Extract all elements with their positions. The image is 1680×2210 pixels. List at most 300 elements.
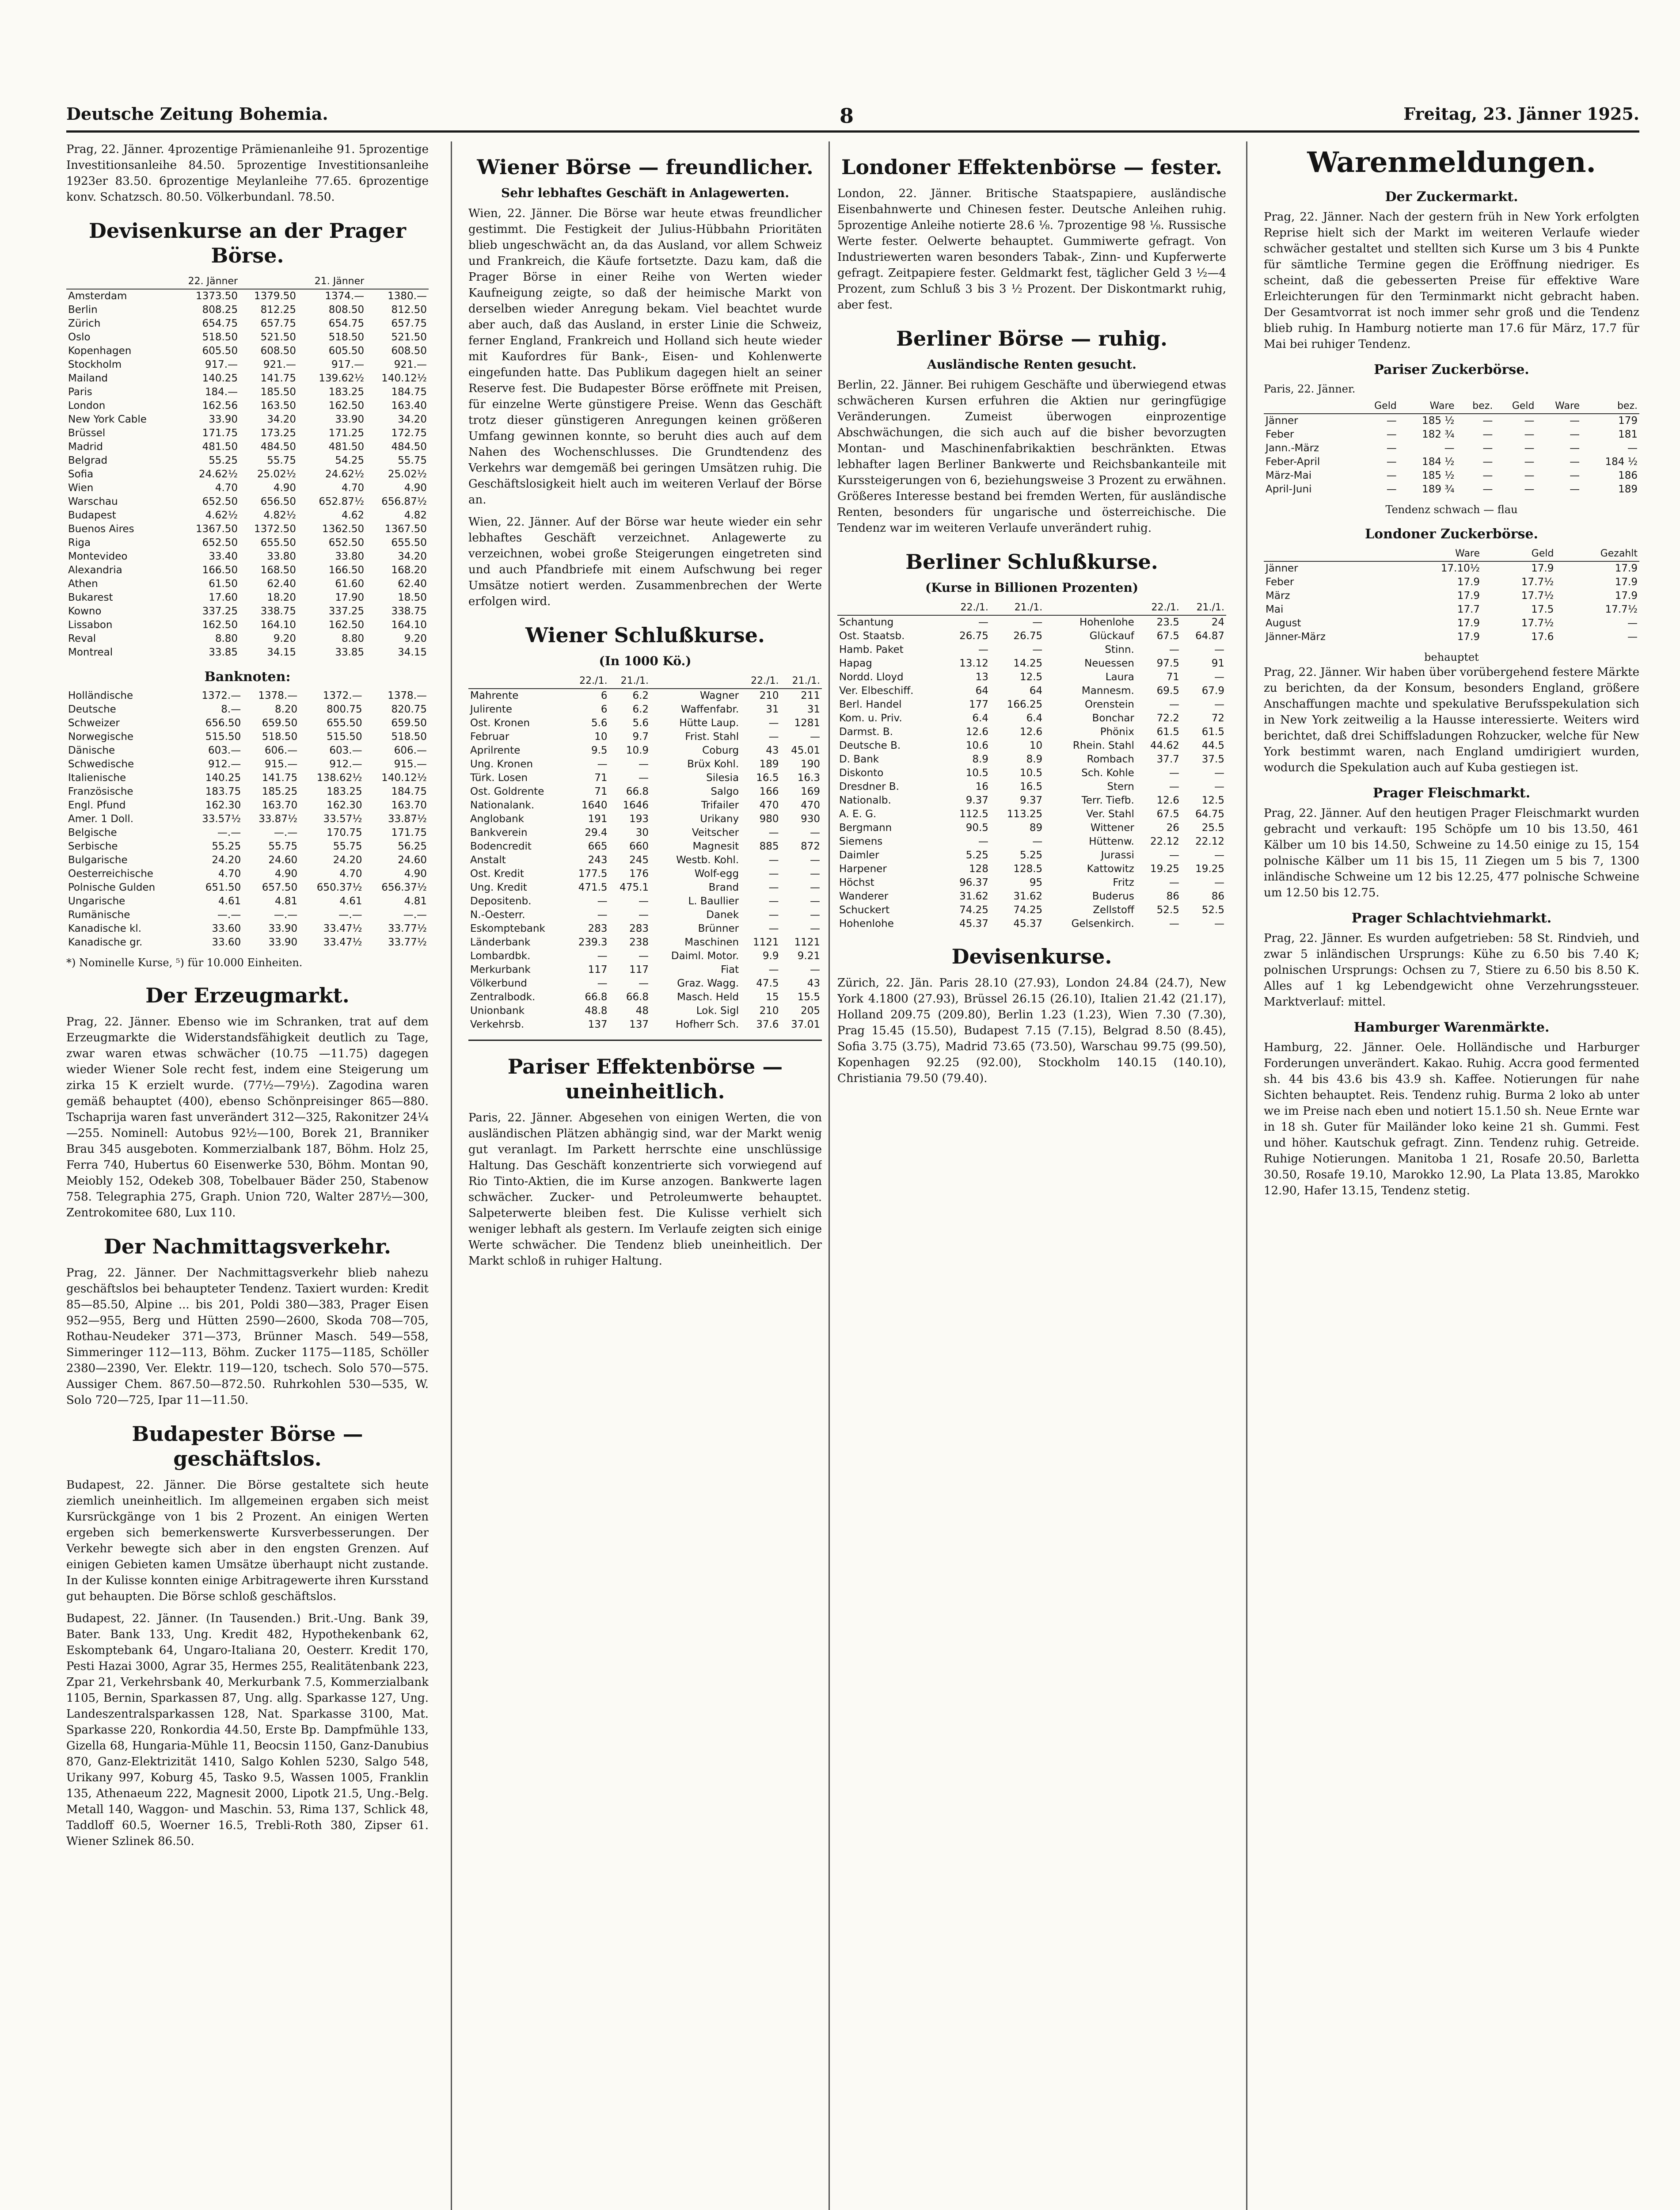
table-cell: 45.37 — [1013, 918, 1043, 930]
table-cell: 17.7½ — [1521, 576, 1554, 588]
table-cell: 4.82 — [404, 510, 427, 521]
table-cell: 37.7 — [1156, 754, 1179, 765]
table-cell: Ost. Goldrente — [470, 786, 544, 797]
table-cell: 33.57½ — [202, 813, 241, 825]
table-cell: 181 — [1618, 429, 1638, 440]
wien-schluss-heading: Wiener Schlußkurse. — [525, 623, 765, 647]
table-cell: 26 — [1166, 822, 1179, 834]
table-cell: 12.5 — [1019, 671, 1043, 683]
table-cell: 33.47½ — [323, 937, 362, 948]
table-cell: A. E. G. — [839, 808, 877, 820]
table-cell: 55.25 — [212, 841, 241, 852]
table-cell: Eskomptebank — [470, 923, 545, 934]
table-row — [66, 317, 429, 331]
table-cell: 16.5 — [756, 772, 779, 784]
table-row — [1264, 630, 1639, 644]
table-cell: 185.25 — [262, 786, 298, 797]
table-cell: Brand — [708, 882, 739, 893]
table-cell: 163.50 — [260, 400, 296, 412]
table-cell: Belgische — [68, 827, 117, 838]
table-cell: 608.50 — [391, 345, 427, 357]
table-row — [837, 753, 1226, 766]
table-cell: Ver. Elbeschiff. — [839, 685, 914, 697]
table-cell: 656.50 — [260, 496, 296, 507]
table-cell: — — [810, 827, 820, 838]
zuckermarkt-heading: Der Zuckermarkt. — [1385, 189, 1518, 205]
table-cell: — — [1386, 456, 1397, 468]
berlin-article: Berlin, 22. Jänner. Bei ruhigem Geschäfte und überwiegend etwas schwächeren Kursen erfuhren die Aktien nur geringfügige Veränderungen. Zumeist überwogen einprozentige Abschwächungen, die sich auch auf die bisher bevorzugten Montan- und Maschinenfabrikaktien beschränkten. Etwas lebhafter lagen Berliner Bankwerte und Reichsbankanteile mit Kurssteigerungen von 6, beziehungsweise 3 Prozent zu erwähnen. Größeres Interesse bestand bei fremden Werten, für ausländische Renten, besonders für ungarische und österreichische. Die Tendenz war im weiteren Verlaufe unverändert ruhig. — [837, 378, 1226, 535]
table-cell: — — [639, 978, 649, 989]
table-cell: Kattowitz — [1087, 863, 1134, 875]
table-cell: 140.12½ — [381, 772, 427, 784]
table-row — [1264, 575, 1639, 589]
table-cell: 1640 — [582, 800, 608, 811]
devisen-prag-heading: Devisenkurse an der Prager Börse. — [89, 219, 406, 267]
table-cell: 24.60 — [398, 854, 427, 866]
table-row — [837, 876, 1226, 890]
table-cell: 243 — [588, 854, 608, 866]
table-cell: 183.25 — [327, 786, 362, 797]
table-cell: 655.50 — [327, 717, 362, 729]
table-cell: 8.9 — [972, 754, 988, 765]
table-cell: 171.75 — [391, 827, 427, 838]
table-cell: 26.75 — [1013, 630, 1043, 642]
table-cell: 22.12 — [1195, 836, 1224, 847]
table-cell: — — [1570, 415, 1580, 427]
table-cell: 470 — [759, 800, 779, 811]
devisenkurse-article: Zürich, 22. Jän. Paris 28.10 (27.93), London 24.84 (24.7), New York 4.1800 (27.93), Brüssel 26.15 (26.10), Italien 21.42 (21.17), Holland 209.75 (209.80), Berlin 1.23 (1.23), Wien 7.30 (7.30), Prag 15.45 (15.50), Budapest 7.15 (7.15), Belgrad 8.50 (8.45), Sofia 3.75 (3.75), Madrid 73.65 (73.50), Warschau 99.75 (99.50), Kopenhagen 92.25 (92.00), Stockholm 140.15 (140.10), Christiania 79.50 (79.40). — [837, 976, 1226, 1085]
table-cell: 34.15 — [267, 647, 296, 658]
table-header-cell — [650, 674, 741, 689]
table-row — [66, 632, 429, 646]
table-cell: 112.5 — [959, 808, 988, 820]
table-cell: 6.4 — [1026, 713, 1043, 724]
table-cell: 191 — [588, 813, 608, 825]
table-cell: 238 — [629, 937, 649, 948]
table-row — [66, 550, 429, 564]
table-row — [66, 344, 429, 358]
table-cell: 37.5 — [1201, 754, 1224, 765]
table-cell: — — [978, 836, 988, 847]
table-cell: 29.4 — [585, 827, 608, 838]
table-row — [66, 399, 429, 413]
table-cell: 652.50 — [202, 496, 238, 507]
table-cell: — — [1214, 671, 1224, 683]
table-row — [66, 867, 429, 881]
table-cell: 211 — [801, 690, 820, 701]
london-zucker-tendency: behauptet — [1424, 651, 1479, 663]
table-cell: 1380.— — [388, 290, 427, 302]
table-cell: — — [1482, 442, 1493, 454]
berlin-schluss-heading: Berliner Schlußkurse. — [905, 550, 1158, 574]
table-cell: Ungarische — [68, 895, 125, 907]
berlin-subheading: Ausländische Renten gesucht. — [927, 357, 1136, 372]
table-cell: 44.5 — [1201, 740, 1224, 751]
table-cell: 140.25 — [205, 772, 241, 784]
table-cell: — — [810, 895, 820, 907]
table-cell: 171.25 — [328, 427, 365, 439]
table-row — [468, 812, 822, 826]
table-cell: 4.61 — [339, 895, 362, 907]
table-cell: 915.— — [394, 758, 427, 770]
table-cell: — — [1386, 429, 1397, 440]
table-cell: 140.25 — [202, 373, 238, 384]
table-cell: —.— — [274, 827, 298, 838]
table-row — [468, 977, 822, 991]
table-cell: — — [1169, 877, 1179, 888]
table-cell: 56.25 — [398, 841, 427, 852]
table-row — [468, 785, 822, 799]
table-cell: Athen — [68, 578, 98, 590]
table-cell: — — [1482, 456, 1493, 468]
table-cell: Brüx Kohl. — [687, 758, 739, 770]
table-cell: 17.9 — [1457, 576, 1480, 588]
column-2 — [468, 141, 822, 2210]
table-cell: Coburg — [702, 745, 739, 756]
column-rule — [1246, 141, 1247, 2210]
table-cell: 518.50 — [262, 731, 298, 743]
table-cell: 17.9 — [1615, 563, 1638, 574]
table-row — [66, 758, 429, 771]
table-cell: 1646 — [623, 800, 649, 811]
table-cell: 24 — [1211, 617, 1224, 628]
table-cell: 31.62 — [1013, 891, 1043, 902]
table-cell: 17.6 — [1531, 631, 1554, 643]
table-cell: 24.60 — [268, 854, 298, 866]
table-cell: 521.50 — [391, 332, 427, 343]
table-cell: 4.81 — [274, 895, 298, 907]
table-cell: Hütte Laup. — [679, 717, 739, 729]
table-row — [66, 577, 429, 591]
table-cell: — — [810, 923, 820, 934]
london-zucker-heading: Londoner Zuckerbörse. — [1365, 526, 1538, 542]
table-cell: 338.75 — [260, 606, 296, 617]
table-cell: Alexandria — [68, 564, 122, 576]
table-row — [66, 481, 429, 495]
zucker-article-2: Prag, 22. Jänner. Wir haben über vorübergehend festere Märkte zu berichten, da der Konsum, besonders England, größere Anschaffungen machte und spekulative Berufsspekulation sich in New York zeitweilig a la Hausse interessierte. Weiters wird berichtet, daß drei Schiffsladungen Rohzucker, welche für New York bestimmt waren, nach England umdirigiert wurden, wodurch die Spekulation auch auf Kuba gestiegen ist. — [1264, 666, 1639, 774]
table-cell: 657.50 — [262, 882, 298, 893]
table-cell: 66.8 — [626, 991, 649, 1003]
table-cell: 912.— — [208, 758, 241, 770]
table-row — [66, 427, 429, 440]
table-cell: 654.75 — [328, 318, 365, 329]
table-row — [66, 468, 429, 481]
table-cell: —.— — [274, 909, 298, 921]
table-row — [468, 949, 822, 963]
table-row — [66, 771, 429, 785]
table-row — [66, 895, 429, 908]
table-cell: 921.— — [394, 359, 427, 370]
table-cell: — — [1169, 781, 1179, 793]
table-cell: 189 — [759, 758, 779, 770]
table-cell: Ung. Kredit — [470, 882, 527, 893]
table-cell: 22.12 — [1150, 836, 1179, 847]
table-cell: 6.2 — [632, 704, 649, 715]
table-row — [468, 1004, 822, 1018]
table-cell: — — [1570, 470, 1580, 481]
table-cell: 33.77½ — [388, 937, 427, 948]
table-cell: 654.75 — [202, 318, 238, 329]
table-cell: — — [810, 964, 820, 975]
table-row — [66, 372, 429, 385]
table-row — [837, 780, 1226, 794]
table-header-cell: Ware — [1536, 399, 1582, 414]
table-cell: Anglobank — [470, 813, 524, 825]
table-cell: 8.80 — [341, 633, 365, 644]
table-row — [468, 895, 822, 908]
table-cell: 33.85 — [209, 647, 238, 658]
table-cell: 179 — [1618, 415, 1638, 427]
table-cell: 337.25 — [328, 606, 365, 617]
table-cell: Hapag — [839, 658, 872, 669]
table-cell: 31.62 — [959, 891, 988, 902]
table-cell: Lissabon — [68, 619, 113, 631]
table-cell: 184 ½ — [1605, 456, 1638, 468]
table-cell: — — [1482, 484, 1493, 495]
table-cell: Fiat — [721, 964, 739, 975]
table-row — [66, 689, 429, 703]
table-cell: 162.30 — [327, 800, 362, 811]
table-cell: — — [1524, 470, 1535, 481]
table-cell: Ost. Kredit — [470, 868, 524, 880]
table-cell: 177 — [969, 699, 988, 710]
table-cell: 166.50 — [202, 564, 238, 576]
table-cell: 184.75 — [391, 786, 427, 797]
table-cell: 34.20 — [398, 551, 427, 562]
table-cell: 10 — [594, 731, 608, 743]
table-cell: 4.70 — [339, 868, 362, 880]
table-cell: 917.— — [331, 359, 365, 370]
table-cell: 283 — [629, 923, 649, 934]
table-cell: — — [768, 731, 779, 743]
column-3 — [837, 141, 1226, 2210]
table-row — [837, 917, 1226, 931]
berlin-heading: Berliner Börse — ruhig. — [896, 327, 1168, 351]
table-cell: — — [1386, 484, 1397, 495]
table-cell: — — [1169, 699, 1179, 710]
table-cell: Budapest — [68, 510, 116, 521]
table-cell: 5.6 — [591, 717, 608, 729]
table-cell: 17.9 — [1615, 576, 1638, 588]
table-cell: —.— — [338, 909, 362, 921]
table-cell: 17.5 — [1531, 604, 1554, 615]
table-cell: 518.50 — [328, 332, 365, 343]
table-cell: Montevideo — [68, 551, 128, 562]
table-cell: Wanderer — [839, 891, 889, 902]
table-cell: 172.75 — [391, 427, 427, 439]
table-cell: Fritz — [1113, 877, 1134, 888]
table-cell: 205 — [801, 1005, 820, 1017]
table-cell: 33.90 — [268, 937, 298, 948]
table-row — [468, 922, 822, 936]
table-row — [837, 671, 1226, 684]
hamburg-heading: Hamburger Warenmärkte. — [1353, 1020, 1550, 1035]
paris-zucker-date: Paris, 22. Jänner. — [1264, 383, 1356, 395]
table-cell: Lombardbk. — [470, 950, 531, 962]
table-cell: 43 — [807, 978, 820, 989]
wien-heading: Wiener Börse — freundlicher. — [477, 155, 813, 179]
table-cell: Reval — [68, 633, 96, 644]
table-row — [468, 744, 822, 758]
table-cell: 17.9 — [1615, 590, 1638, 602]
table-cell: Mailand — [68, 373, 108, 384]
table-cell: 606.— — [264, 745, 298, 756]
table-cell: — — [1524, 442, 1535, 454]
table-cell: 800.75 — [327, 704, 362, 715]
table-header-cell: 21./1. — [1181, 600, 1226, 615]
table-cell: 1362.50 — [322, 523, 365, 535]
table-cell: 71 — [1166, 671, 1179, 683]
table-cell: 812.50 — [391, 304, 427, 316]
table-cell: 19.25 — [1150, 863, 1179, 875]
table-cell: 19.25 — [1195, 863, 1224, 875]
table-cell: Jann.-März — [1266, 442, 1319, 454]
table-cell: — — [1032, 644, 1043, 655]
table-cell: August — [1266, 617, 1301, 629]
table-row — [1264, 442, 1639, 455]
table-cell: Bonchar — [1092, 713, 1134, 724]
table-cell: 95 — [1029, 877, 1043, 888]
table-cell: 10.5 — [1019, 767, 1043, 779]
table-cell: Warschau — [68, 496, 118, 507]
budapest-heading: Budapester Börse — geschäftslos. — [132, 1422, 363, 1471]
table-cell: Nordd. Lloyd — [839, 671, 904, 683]
table-cell: — — [1169, 767, 1179, 779]
table-cell: — — [1169, 850, 1179, 861]
table-cell: 169 — [801, 786, 820, 797]
table-cell: — — [597, 895, 608, 907]
table-row — [66, 716, 429, 730]
table-cell: 61.50 — [209, 578, 238, 590]
table-cell: 33.80 — [267, 551, 296, 562]
table-cell: Serbische — [68, 841, 118, 852]
table-cell: Mahrente — [470, 690, 519, 701]
table-cell: 31 — [807, 704, 820, 715]
table-cell: — — [1032, 836, 1043, 847]
table-cell: Februar — [470, 731, 509, 743]
table-cell: 128 — [969, 863, 988, 875]
table-cell: Rhein. Stahl — [1072, 740, 1134, 751]
table-cell: 475.1 — [620, 882, 649, 893]
table-row — [837, 739, 1226, 753]
table-cell: 9.9 — [762, 950, 779, 962]
table-cell: 652.50 — [328, 537, 365, 549]
table-row — [66, 564, 429, 577]
table-cell: 12.5 — [1201, 795, 1224, 806]
table-cell: 338.75 — [391, 606, 427, 617]
table-row — [837, 657, 1226, 671]
table-cell: Veitscher — [692, 827, 739, 838]
table-cell: — — [1214, 767, 1224, 779]
table-cell: Silesia — [706, 772, 739, 784]
table-cell: — — [768, 827, 779, 838]
table-cell: 67.5 — [1156, 808, 1179, 820]
table-cell: Aprilrente — [470, 745, 521, 756]
table-cell: Salgo — [711, 786, 739, 797]
table-cell: Mannesm. — [1081, 685, 1134, 697]
table-cell: April-Juni — [1266, 484, 1312, 495]
table-cell: 484.50 — [391, 441, 427, 453]
table-row — [66, 385, 429, 399]
table-cell: Ver. Stahl — [1086, 808, 1134, 820]
table-cell: — — [1386, 415, 1397, 427]
table-row — [1264, 617, 1639, 630]
table-header-cell: 21. Jänner — [298, 274, 366, 289]
table-cell: Westb. Kohl. — [676, 854, 739, 866]
table-cell: Ost. Kronen — [470, 717, 530, 729]
table-cell: Berl. Handel — [839, 699, 902, 710]
table-header-cell — [66, 274, 171, 289]
table-cell: — — [597, 758, 608, 770]
table-cell: Engl. Pfund — [68, 800, 126, 811]
table-cell: 55.75 — [268, 841, 298, 852]
table-cell: Hamb. Paket — [839, 644, 904, 655]
table-cell: Montreal — [68, 647, 113, 658]
table-row — [66, 812, 429, 826]
table-cell: Schweizer — [68, 717, 120, 729]
table-row — [66, 936, 429, 949]
table-cell: 283 — [588, 923, 608, 934]
table-cell: — — [1627, 617, 1638, 629]
table-cell: 33.85 — [335, 647, 365, 658]
table-row — [66, 881, 429, 895]
table-row — [66, 854, 429, 867]
table-cell: 17.10½ — [1441, 563, 1480, 574]
table-cell: 168.50 — [260, 564, 296, 576]
table-row — [1264, 455, 1639, 469]
table-cell: Dresdner B. — [839, 781, 899, 793]
table-cell: 33.90 — [268, 923, 298, 934]
table-row — [66, 454, 429, 468]
table-cell: Anstalt — [470, 854, 506, 866]
table-header-cell: Geld — [1357, 399, 1399, 414]
table-cell: 660 — [629, 841, 649, 852]
table-row — [66, 509, 429, 522]
table-cell: 16.3 — [797, 772, 820, 784]
table-cell: — — [1482, 470, 1493, 481]
berlin-schluss-subheading: (Kurse in Billionen Prozenten) — [925, 580, 1139, 595]
table-row — [66, 703, 429, 716]
table-cell: 33.90 — [209, 414, 238, 425]
table-cell: Jänner — [1266, 563, 1298, 574]
table-row — [468, 991, 822, 1004]
table-cell: 603.— — [329, 745, 362, 756]
table-cell: 4.61 — [218, 895, 241, 907]
table-cell: — — [768, 909, 779, 921]
table-cell: Wittener — [1090, 822, 1134, 834]
table-cell: 17.7½ — [1521, 617, 1554, 629]
table-cell: Bulgarische — [68, 854, 128, 866]
table-cell: Türk. Losen — [470, 772, 528, 784]
table-cell: 481.50 — [328, 441, 365, 453]
table-cell: Dänische — [68, 745, 115, 756]
table-row — [837, 643, 1226, 657]
table-cell: Hohenlohe — [839, 918, 894, 930]
table-row — [1264, 589, 1639, 603]
table-cell: 61.5 — [1201, 726, 1224, 738]
table-cell: Kanadische kl. — [68, 923, 142, 934]
table-cell: 9.37 — [1019, 795, 1043, 806]
table-cell: — — [768, 854, 779, 866]
table-cell: 13.12 — [959, 658, 988, 669]
table-cell: 12.6 — [965, 726, 988, 738]
table-row — [468, 703, 822, 716]
table-row — [468, 799, 822, 812]
table-header-cell — [1264, 546, 1395, 561]
table-cell: Paris — [68, 386, 92, 398]
table-cell: — — [639, 909, 649, 921]
table-cell: 137 — [588, 1019, 608, 1030]
